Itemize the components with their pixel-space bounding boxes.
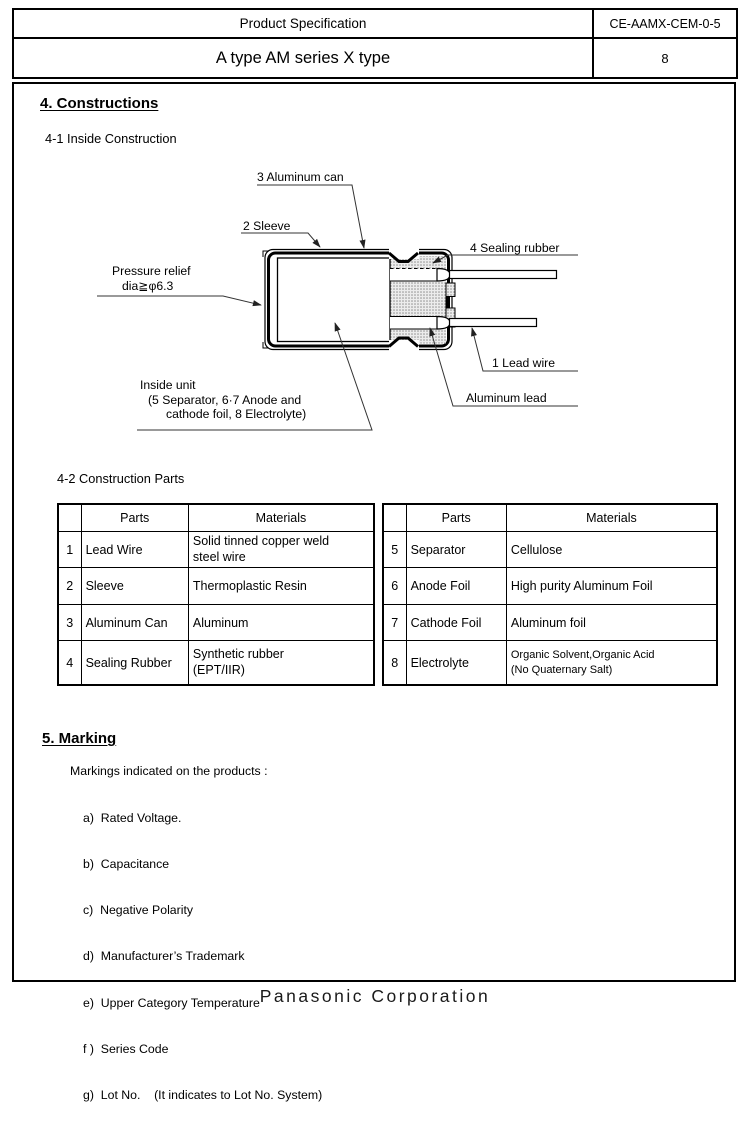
page-number: 8 — [661, 50, 669, 66]
document-title: Product Specification — [14, 10, 594, 39]
header-blank — [383, 504, 406, 532]
label-sleeve: 2 Sleeve — [243, 219, 291, 233]
label-lead-wire: 1 Lead wire — [492, 356, 556, 370]
part-material: Aluminum — [188, 605, 374, 641]
part-material: Thermoplastic Resin — [188, 568, 374, 605]
label-pressure-relief-2: dia≧φ6.3 — [122, 279, 174, 293]
part-name: Electrolyte — [406, 641, 506, 686]
table-row — [58, 568, 374, 605]
list-item: e) Upper Category Temperature — [83, 995, 260, 1010]
list-item: c) Negative Polarity — [83, 903, 194, 918]
part-name: Sealing Rubber — [81, 641, 188, 686]
part-number: 7 — [383, 605, 406, 641]
capacitor-cross-section-diagram — [0, 150, 750, 450]
leader-pressure-relief — [97, 296, 261, 305]
part-name: Anode Foil — [406, 568, 506, 605]
section-constructions-heading: 4. Constructions — [40, 95, 159, 112]
table-row — [383, 532, 717, 568]
part-name: Lead Wire — [81, 532, 188, 568]
list-item: g) Lot No. (It indicates to Lot No. System) — [83, 1088, 323, 1103]
label-inside-unit-3: cathode foil, 8 Electrolyte) — [166, 407, 307, 421]
subsection-construction-parts: 4-2 Construction Parts — [57, 471, 185, 486]
marking-list — [83, 780, 322, 1134]
aluminum-lead-top — [437, 269, 450, 282]
bottom-lead-channel — [390, 317, 437, 330]
parts-table-left — [57, 503, 375, 686]
company-name: Panasonic Corporation — [259, 986, 491, 1006]
document-number: CE-AAMX-CEM-0-5 — [594, 10, 736, 39]
part-number: 4 — [58, 641, 81, 686]
part-number: 3 — [58, 605, 81, 641]
part-name: Cathode Foil — [406, 605, 506, 641]
document-header — [12, 8, 738, 79]
part-material: High purity Aluminum Foil — [506, 568, 717, 605]
top-lead-channel — [390, 269, 437, 282]
inside-unit-area — [278, 258, 391, 342]
header-blank — [58, 504, 81, 532]
part-number: 5 — [383, 532, 406, 568]
column-header-materials: Materials — [188, 504, 374, 532]
label-aluminum-lead: Aluminum lead — [466, 391, 547, 405]
part-name: Separator — [406, 532, 506, 568]
list-item: d) Manufacturer’s Trademark — [83, 949, 245, 964]
column-header-materials: Materials — [506, 504, 717, 532]
table-row — [58, 641, 374, 686]
lead-wire-bottom — [450, 319, 537, 327]
part-material: Synthetic rubber (EPT/IIR) — [188, 641, 374, 686]
part-material: Solid tinned copper weld steel wire — [188, 532, 374, 568]
section-marking-heading: 5. Marking — [42, 730, 117, 747]
leader-sealing-rubber — [433, 255, 578, 263]
marking-intro: Markings indicated on the products : — [70, 764, 268, 778]
leader-sleeve — [241, 233, 320, 247]
table-row — [58, 605, 374, 641]
part-material: Cellulose — [506, 532, 717, 568]
aluminum-lead-bottom — [437, 317, 450, 330]
label-pressure-relief-1: Pressure relief — [112, 264, 191, 278]
table-row — [383, 641, 717, 686]
part-material: Organic Solvent,Organic Acid (No Quaternary Salt) — [506, 641, 717, 686]
column-header-parts: Parts — [406, 504, 506, 532]
table-row — [383, 568, 717, 605]
part-name: Aluminum Can — [81, 605, 188, 641]
table-row — [383, 605, 717, 641]
document-subtitle: A type AM series X type — [14, 39, 594, 77]
part-number: 2 — [58, 568, 81, 605]
table-row — [58, 532, 374, 568]
subsection-inside-construction: 4-1 Inside Construction — [45, 131, 177, 146]
list-item: b) Capacitance — [83, 857, 170, 872]
leader-aluminum-can — [257, 185, 364, 248]
label-inside-unit-2: (5 Separator, 6·7 Anode and — [148, 393, 302, 407]
part-number: 6 — [383, 568, 406, 605]
construction-parts-tables — [57, 503, 718, 686]
parts-table-right — [382, 503, 718, 686]
list-item: a) Rated Voltage. — [83, 810, 182, 825]
part-number: 8 — [383, 641, 406, 686]
label-inside-unit-1: Inside unit — [140, 378, 196, 392]
label-aluminum-can: 3 Aluminum can — [257, 170, 344, 184]
part-number: 1 — [58, 532, 81, 568]
part-name: Sleeve — [81, 568, 188, 605]
lead-wire-top — [450, 271, 557, 279]
part-material: Aluminum foil — [506, 605, 717, 641]
label-sealing-rubber: 4 Sealing rubber — [470, 241, 560, 255]
column-header-parts: Parts — [81, 504, 188, 532]
list-item: f ) Series Code — [83, 1041, 169, 1056]
